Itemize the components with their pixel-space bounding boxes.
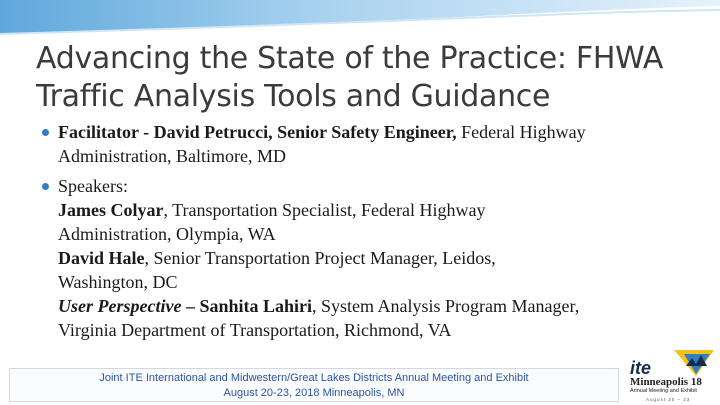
title-line-2: Traffic Analysis Tools and Guidance (36, 79, 551, 114)
facilitator-org: Federal Highway (456, 122, 586, 142)
ite-logo-icon (626, 348, 716, 378)
user-perspective-label: User Perspective (58, 296, 182, 316)
bullet-list (42, 120, 702, 348)
speaker-3-location: Virginia Department of Transportation, Richmond, VA (58, 320, 452, 340)
speaker-1-location: Administration, Olympia, WA (58, 224, 276, 244)
user-perspective-dash: – (181, 296, 200, 316)
speaker-2-location: Washington, DC (58, 272, 178, 292)
speaker-1-name: James Colyar (58, 200, 164, 220)
speaker-1-role: , Transportation Specialist, Federal Highway (163, 200, 486, 220)
bullet-dot-icon (42, 129, 49, 136)
footer-date: August 20-23, 2018 Minneapolis, MN (223, 387, 405, 399)
logo-city: Minneapolis 18 (630, 376, 702, 388)
facilitator-name: Facilitator - David Petrucci, Senior Safety Engineer, (58, 122, 457, 142)
logo-subtitle: Annual Meeting and Exhibit (630, 388, 697, 394)
slide-title (36, 40, 696, 116)
facilitator-bullet (42, 120, 702, 168)
speaker-3-name: Sanhita Lahiri (199, 296, 312, 316)
speakers-bullet (42, 174, 702, 342)
bullet-dot-icon (42, 183, 49, 190)
speaker-2-role: , Senior Transportation Project Manager, Leidos, (144, 248, 496, 268)
facilitator-location: Administration, Baltimore, MD (58, 146, 286, 166)
speakers-label: Speakers: (58, 176, 128, 196)
logo-brand: ite (630, 358, 652, 378)
speaker-3-role: , System Analysis Program Manager, (312, 296, 580, 316)
speaker-2-name: David Hale (58, 248, 145, 268)
title-line-1: Advancing the State of the Practice: FHWA (36, 41, 664, 76)
logo-dates: August 20 – 23 (646, 397, 691, 402)
ite-minneapolis-logo (626, 348, 716, 404)
footer-event: Joint ITE International and Midwestern/Great Lakes Districts Annual Meeting and Exhibit (99, 372, 529, 384)
footer-banner (9, 368, 619, 402)
